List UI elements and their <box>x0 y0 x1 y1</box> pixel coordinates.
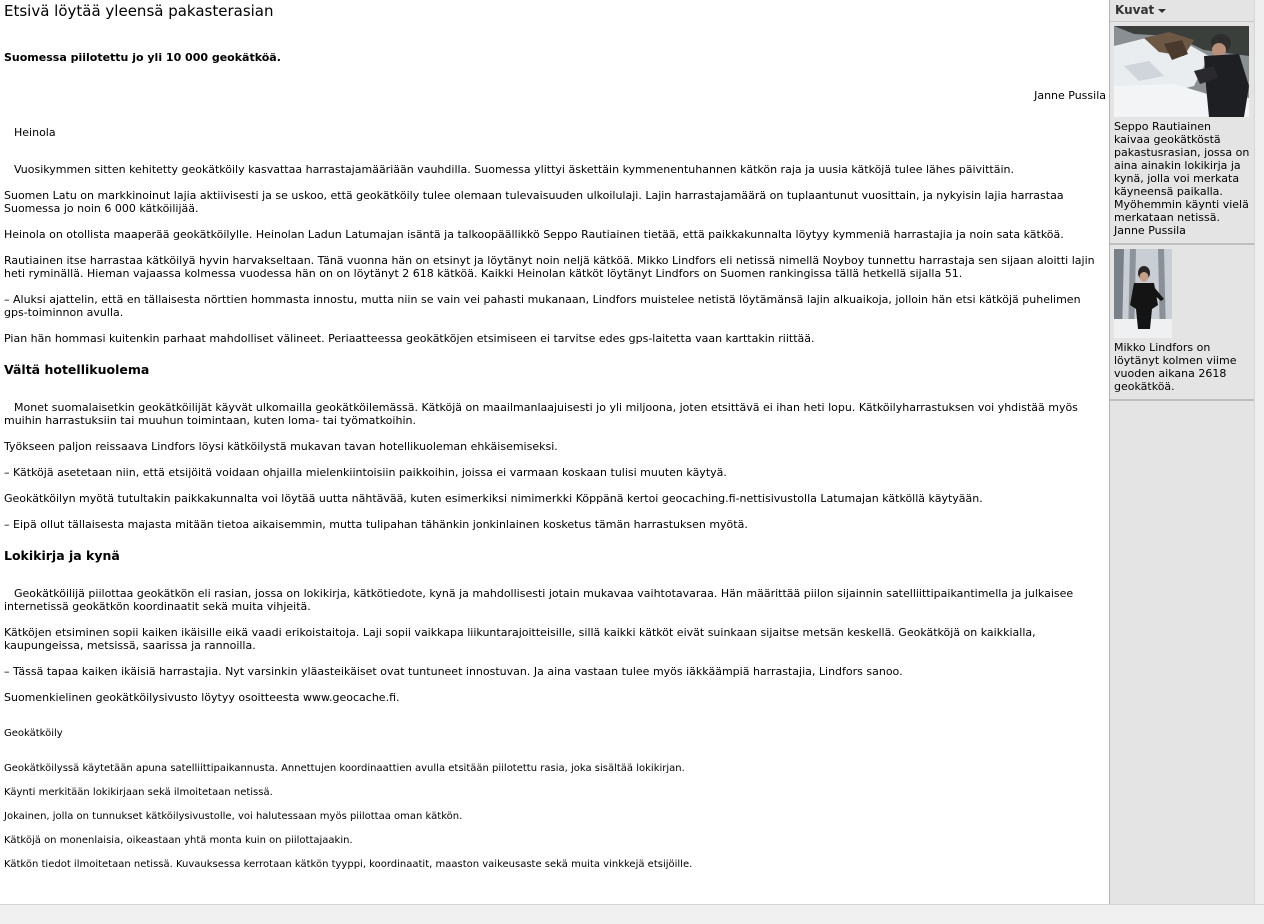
paragraph: Geokätköilijä piilottaa geokätkön eli rasian, jossa on lokikirja, kätkötiedote, kynä ja mahdollisesti jotain mukavaa vaihtotavaraa. Hän määrittää piilon sijainnin satelliittipaikantimella ja julkaisee internetissä geokätkön koordinaatit sekä muita vihjeitä. <box>4 587 1074 613</box>
factbox <box>4 762 1106 871</box>
factbox-paragraph: Jokainen, jolla on tunnukset kätköilysivustolle, voi halutessaan myös piilottaa oman kätkön. <box>4 811 463 822</box>
article-title: Etsivä löytää yleensä pakasterasian <box>4 2 274 20</box>
article-place: Heinola <box>14 126 56 139</box>
horizontal-scrollbar[interactable] <box>0 904 1264 924</box>
article-lead: Suomessa piilotettu jo yli 10 000 geokätköä. <box>4 51 281 64</box>
paragraph: Geokätköilyn myötä tutultakin paikkakunnalta voi löytää uutta nähtävää, kuten esimerkiksi nimimerkki Köppänä kertoi geocaching.fi-nettisivustolla Latumajan kätköllä käytyään. <box>4 492 983 505</box>
vertical-scrollbar[interactable] <box>1254 0 1264 904</box>
paragraph: Suomenkielinen geokätköilysivusto löytyy osoitteesta www.geocache.fi. <box>4 691 400 704</box>
factbox-paragraph: Geokätköilyssä käytetään apuna satelliittipaikannusta. Annettujen koordinaattien avulla etsitään piilotettu rasia, joka sisältää lokikirjan. <box>4 763 685 774</box>
paragraph: Rautiainen itse harrastaa kätköilyä hyvin harvakseltaan. Tänä vuonna hän on etsinyt ja löytänyt noin neljä kätköä. Mikko Lindfors eli netissä nimellä Noyboy tunnettu harrastaja sen sijaan aloitti lajin heti ryminällä. Hieman vajaassa kolmessa vuodessa hän on on löytänyt 2 618 kätköä. Kaikki Heinolan kätköt löytänyt Lindfors on Suomen rankingissa tällä hetkellä sijalla 51. <box>4 254 1095 280</box>
pictures-sidebar <box>1109 0 1254 904</box>
paragraph: – Kätköjä asetetaan niin, että etsijöitä voidaan ohjailla mielenkiintoisiin paikkoihin, joissa ei varmaan koskaan tulisi muuten käytyä. <box>4 466 727 479</box>
factbox-paragraph: Kätkön tiedot ilmoitetaan netissä. Kuvauksessa kerrotaan kätkön tyyppi, koordinaatit, maaston vaikeusaste sekä muita vinkkejä etsijöille. <box>4 859 693 870</box>
section-1 <box>4 163 1106 345</box>
subheading-lokikirja: Lokikirja ja kynä <box>4 548 120 563</box>
paragraph: – Tässä tapaa kaiken ikäisiä harrastajia. Nyt varsinkin yläasteikäiset ovat tuntuneet innostuvan. Ja aina vastaan tulee myös iäkkäämpiä harrastajia, Lindfors sanoo. <box>4 665 903 678</box>
paragraph: Vuosikymmen sitten kehitetty geokätköily kasvattaa harrastajamääriään vauhdilla. Suomessa ylittyi äskettäin kymmenentuhannen kätkön raja ja uusia kätköjä tulee lähes päivittäin. <box>14 163 1014 176</box>
factbox-paragraph: Kätköjä on monenlaisia, oikeastaan yhtä monta kuin on piilottajaakin. <box>4 835 353 846</box>
photo-rautiainen[interactable] <box>1114 26 1249 117</box>
factbox-title: Geokätköily <box>4 728 63 739</box>
picture-card <box>1110 22 1254 245</box>
pictures-menu-button[interactable] <box>1110 0 1254 22</box>
section-2 <box>4 401 1106 531</box>
paragraph: Heinola on otollista maaperää geokätköilylle. Heinolan Ladun Latumajan isäntä ja talkoopäällikkö Seppo Rautiainen tietää, että paikkakunnalta löytyy kymmeniä harrastajia ja noin sata kätköä. <box>4 228 1064 241</box>
picture-card <box>1110 245 1254 401</box>
paragraph: Suomen Latu on markkinoinut lajia aktiivisesti ja se uskoo, että geokätköily tulee olemaan tulevaisuuden ulkoilulaji. Lajin harrastajamäärä on tuplaantunut vuosittain, ja nykyisin lajia harrastaa Suomessa jo noin 6 000 kätköilijää. <box>4 189 1064 215</box>
article-author: Janne Pussila <box>1034 89 1106 102</box>
picture-caption: Mikko Lindfors on löytänyt kolmen viime vuoden aikana 2618 geokätköä. <box>1114 341 1237 393</box>
pictures-menu-label: Kuvat <box>1115 3 1155 17</box>
paragraph: – Aluksi ajattelin, että en tällaisesta nörttien hommasta innostu, mutta niin se vain vei pahasti mukanaan, Lindfors muistelee netistä löytämänsä lajin alkuaikoja, jolloin hän etsi kätköjä puhelimen gps-toiminnon avulla. <box>4 293 1081 319</box>
paragraph: Pian hän hommasi kuitenkin parhaat mahdolliset välineet. Periaatteessa geokätköjen etsimiseen ei tarvitse edes gps-laitetta vaan karttakin riittää. <box>4 332 815 345</box>
paragraph: Monet suomalaisetkin geokätköilijät käyvät ulkomailla geokätköilemässä. Kätköjä on maailmanlaajuisesti jo yli miljoona, joten etsittävä ei ihan heti lopu. Kätköilyharrastuksen voi yhdistää myös muihin harrastuksiin tai muuhun toimintaan, kuten loma- tai työmatkoihin. <box>4 401 1078 427</box>
subheading-hotellikuolema: Vältä hotellikuolema <box>4 362 150 377</box>
paragraph: Työkseen paljon reissaava Lindfors löysi kätköilystä mukavan tavan hotellikuoleman ehkäisemiseksi. <box>4 440 558 453</box>
paragraph: – Eipä ollut tällaisesta majasta mitään tietoa aikaisemmin, mutta tulipahan tähänkin jonkinlainen kosketus tämän harrastuksen myötä. <box>4 518 748 531</box>
paragraph: Kätköjen etsiminen sopii kaiken ikäisille eikä vaadi erikoistaitoja. Laji sopii vaikkapa liikuntarajoitteisille, sillä kaikki kätköt eivät suinkaan sijaitse metsän keskellä. Geokätköjä on kaikkialla, kaupungeissa, metsissä, saarissa ja rannoilla. <box>4 626 1036 652</box>
photo-lindfors[interactable] <box>1114 249 1172 338</box>
factbox-paragraph: Käynti merkitään lokikirjaan sekä ilmoitetaan netissä. <box>4 787 273 798</box>
chevron-down-icon <box>1158 9 1166 13</box>
picture-caption: Seppo Rautiainen kaivaa geokätköstä pakastusrasian, jossa on aina ainakin lokikirja ja kynä, jolla voi merkata käyneensä paikalla. Myöhemmin käynti vielä merkataan netissä. Janne Pussila <box>1114 120 1250 237</box>
section-3 <box>4 587 1106 704</box>
